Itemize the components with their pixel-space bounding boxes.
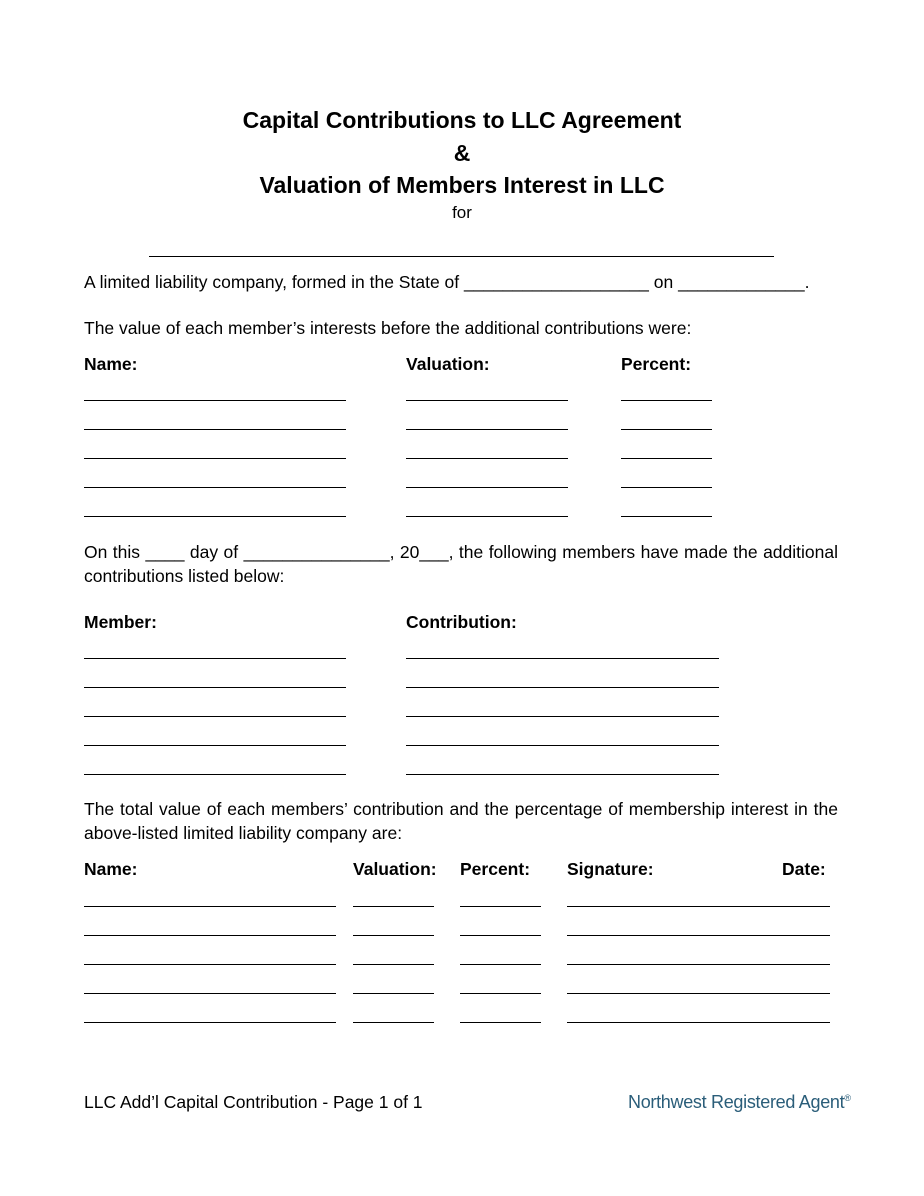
contribution-blank[interactable] [406,745,719,746]
totals-name-blank[interactable] [84,1022,336,1023]
signature-date-blank[interactable] [567,935,830,936]
before-name-blank[interactable] [84,458,346,459]
for-label: for [452,203,472,222]
signature-date-blank[interactable] [567,993,830,994]
brand-logo-text: Northwest Registered Agent [628,1092,845,1112]
member-blank[interactable] [84,745,346,746]
totals-name-blank[interactable] [84,906,336,907]
before-percent-blank[interactable] [621,429,712,430]
member-blank[interactable] [84,687,346,688]
company-name-blank[interactable] [149,256,774,257]
totals-percent-blank[interactable] [460,964,541,965]
signature-date-blank[interactable] [567,906,830,907]
before-name-blank[interactable] [84,487,346,488]
before-contributions-lead: The value of each member’s interests before the additional contributions were: [84,318,692,338]
title-line-2: Valuation of Members Interest in LLC [259,172,665,198]
totals-valuation-blank[interactable] [353,935,434,936]
totals-valuation-header: Valuation: [353,859,437,879]
before-valuation-header: Valuation: [406,354,490,374]
totals-name-blank[interactable] [84,935,336,936]
before-name-blank[interactable] [84,516,346,517]
contribution-header: Contribution: [406,612,517,632]
before-percent-blank[interactable] [621,400,712,401]
registered-mark: ® [844,1093,851,1103]
before-name-blank[interactable] [84,400,346,401]
before-valuation-blank[interactable] [406,458,568,459]
before-percent-blank[interactable] [621,516,712,517]
totals-valuation-blank[interactable] [353,1022,434,1023]
totals-name-header: Name: [84,859,138,879]
member-blank[interactable] [84,774,346,775]
totals-name-blank[interactable] [84,993,336,994]
formation-statement: A limited liability company, formed in the State of ___________________ on _____________. [84,272,810,292]
before-percent-blank[interactable] [621,487,712,488]
contribution-blank[interactable] [406,658,719,659]
before-name-header: Name: [84,354,138,374]
before-valuation-blank[interactable] [406,516,568,517]
totals-percent-header: Percent: [460,859,531,879]
contribution-blank[interactable] [406,774,719,775]
title-line-1: Capital Contributions to LLC Agreement [242,107,682,133]
totals-lead: The total value of each members’ contribution and the percentage of membership interest in the above-listed limited liability company are: [84,799,838,843]
signature-header: Signature: [567,859,654,879]
totals-percent-blank[interactable] [460,1022,541,1023]
totals-percent-blank[interactable] [460,906,541,907]
totals-name-blank[interactable] [84,964,336,965]
totals-percent-blank[interactable] [460,993,541,994]
brand-logo [628,1092,851,1113]
totals-valuation-blank[interactable] [353,993,434,994]
before-percent-blank[interactable] [621,458,712,459]
signature-date-blank[interactable] [567,964,830,965]
totals-valuation-blank[interactable] [353,964,434,965]
member-blank[interactable] [84,658,346,659]
footer-page-label: LLC Add’l Capital Contribution - Page 1 of 1 [84,1092,423,1112]
signature-date-blank[interactable] [567,1022,830,1023]
title-ampersand: & [453,140,471,166]
before-valuation-blank[interactable] [406,487,568,488]
contributions-lead: On this ____ day of _______________, 20___, the following members have made the additional contributions listed below: [84,542,838,586]
member-blank[interactable] [84,716,346,717]
totals-percent-blank[interactable] [460,935,541,936]
date-header: Date: [782,859,826,879]
before-valuation-blank[interactable] [406,400,568,401]
before-percent-header: Percent: [621,354,692,374]
totals-valuation-blank[interactable] [353,906,434,907]
contribution-blank[interactable] [406,687,719,688]
before-valuation-blank[interactable] [406,429,568,430]
contribution-blank[interactable] [406,716,719,717]
member-header: Member: [84,612,157,632]
before-name-blank[interactable] [84,429,346,430]
